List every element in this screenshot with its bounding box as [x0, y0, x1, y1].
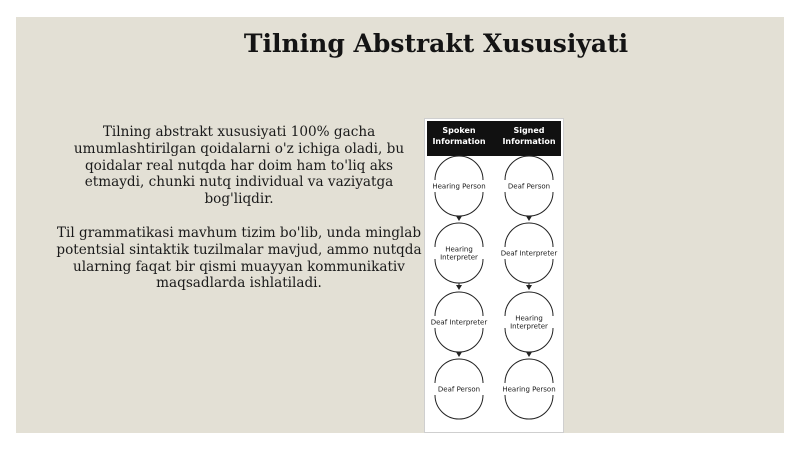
node-arc-bottom: [505, 192, 553, 216]
flow-arrow-head: [456, 352, 462, 357]
slide-title: Tilning Abstrakt Xususiyati: [243, 29, 629, 58]
flow-arrow-head: [526, 352, 532, 357]
node-label: Deaf Person: [437, 385, 481, 394]
node-arc-bottom: [435, 259, 483, 283]
column-header-line: Information: [432, 137, 486, 146]
flow-diagram-svg: [425, 119, 563, 432]
flow-arrow-head: [526, 216, 532, 221]
node-label: Interpreter: [440, 253, 478, 262]
node-label: Hearing: [515, 314, 543, 323]
flow-arrow-head: [526, 285, 532, 290]
node-arc-top: [505, 359, 553, 383]
node-label: Hearing Person: [432, 182, 486, 191]
node-arc-bottom: [435, 192, 483, 216]
slide: [16, 17, 784, 433]
node-arc-top: [435, 292, 483, 316]
node-arc-bottom: [505, 395, 553, 419]
interpreter-flow-diagram: [424, 118, 564, 433]
node-arc-top: [435, 156, 483, 180]
node-label: Hearing: [445, 245, 473, 254]
node-arc-top: [505, 156, 553, 180]
node-arc-bottom: [505, 328, 553, 352]
node-label: Hearing Person: [502, 385, 556, 394]
node-arc-top: [435, 223, 483, 247]
column-header-line: Signed: [513, 126, 545, 135]
node-arc-bottom: [435, 328, 483, 352]
node-arc-top: [435, 359, 483, 383]
flow-arrow-head: [456, 216, 462, 221]
paragraph-2: Til grammatikasi mavhum tizim bo'lib, unda minglab potentsial sintaktik tuzilmalar mavjud, ammo nutqda ularning faqat bir qismi muayyan kommunikativ maqsadlarda ishlatiladi.: [56, 224, 422, 292]
node-label: Interpreter: [510, 322, 548, 331]
node-label: Deaf Interpreter: [500, 249, 558, 258]
paragraph-1: Tilning abstrakt xususiyati 100% gacha umumlashtirilgan qoidalarni o'z ichiga oladi, bu qoidalar real nutqda har doim ham to'liq aks etmaydi, chunki nutq individual va vaziyatga bog'liqdir.: [73, 124, 405, 208]
node-arc-top: [505, 223, 553, 247]
node-arc-bottom: [505, 259, 553, 283]
node-label: Deaf Interpreter: [430, 318, 488, 327]
flow-arrow-head: [456, 285, 462, 290]
body-text: [54, 124, 424, 309]
node-arc-top: [505, 292, 553, 316]
node-arc-bottom: [435, 395, 483, 419]
node-label: Deaf Person: [507, 182, 551, 191]
column-header-line: Information: [502, 137, 556, 146]
column-header-line: Spoken: [442, 126, 476, 135]
